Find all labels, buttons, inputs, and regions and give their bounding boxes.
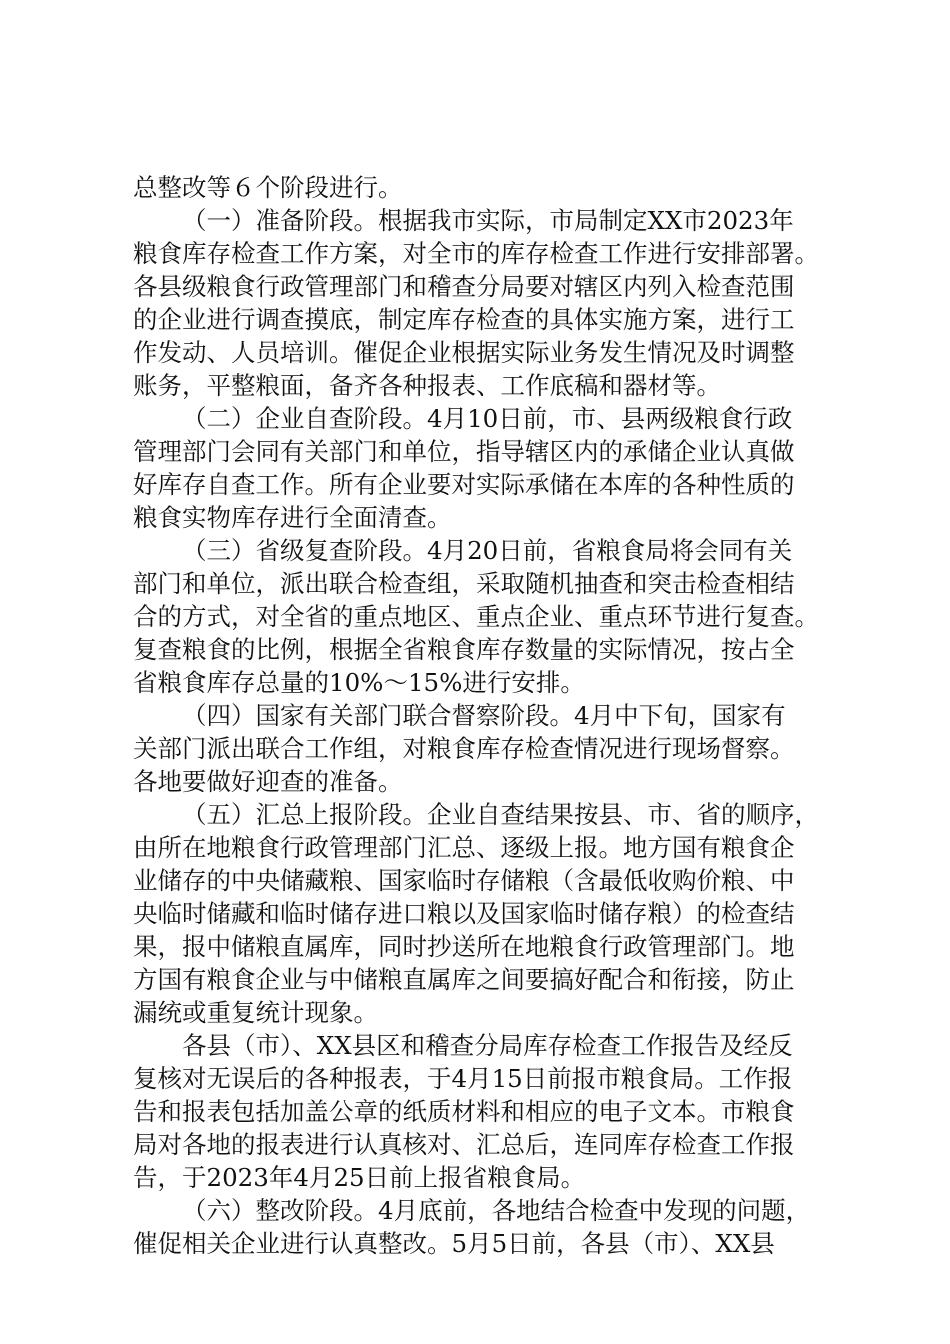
text-line-13: 部门和单位，派出联合检查组，采取随机抽查和突击检查相结 xyxy=(133,569,795,598)
text-line-26: 漏统或重复统计现象。 xyxy=(133,998,378,1027)
text-line-6: 作发动、人员培训。催促企业根据实际业务发生情况及时调整 xyxy=(133,338,795,367)
text-line-27: 各县（市）、XX县区和稽查分局库存检查工作报告及经反 xyxy=(182,1031,793,1060)
text-line-33: 催促相关企业进行认真整改。5月5日前，各县（市）、XX县 xyxy=(133,1229,775,1258)
text-line-18: 关部门派出联合工作组，对粮食库存检查情况进行现场督察。 xyxy=(133,734,795,763)
text-line-24: 果，报中储粮直属库，同时抄送所在地粮食行政管理部门。地 xyxy=(133,932,795,961)
text-line-25: 方国有粮食企业与中储粮直属库之间要搞好配合和衔接，防止 xyxy=(133,965,795,994)
text-line-16: 省粮食库存总量的10%～15%进行安排。 xyxy=(133,668,585,697)
text-line-30: 局对各地的报表进行认真核对、汇总后，连同库存检查工作报 xyxy=(133,1130,795,1159)
text-line-3: 粮食库存检查工作方案，对全市的库存检查工作进行安排部署。 xyxy=(133,239,819,268)
text-line-28: 复核对无误后的各种报表，于4月15日前报市粮食局。工作报 xyxy=(133,1064,793,1093)
text-line-21: 由所在地粮食行政管理部门汇总、逐级上报。地方国有粮食企 xyxy=(133,833,795,862)
text-line-4: 各县级粮食行政管理部门和稽查分局要对辖区内列入检查范围 xyxy=(133,272,795,301)
text-line-32: （六）整改阶段。4月底前，各地结合检查中发现的问题， xyxy=(182,1196,811,1225)
text-line-9: 管理部门会同有关部门和单位，指导辖区内的承储企业认真做 xyxy=(133,437,795,466)
text-line-19: 各地要做好迎查的准备。 xyxy=(133,767,403,796)
text-line-15: 复查粮食的比例，根据全省粮食库存数量的实际情况，按占全 xyxy=(133,635,795,664)
text-line-7: 账务，平整粮面，备齐各种报表、工作底稿和器材等。 xyxy=(133,371,721,400)
text-line-11: 粮食实物库存进行全面清查。 xyxy=(133,503,452,532)
text-line-31: 告，于2023年4月25日前上报省粮食局。 xyxy=(133,1163,586,1192)
text-line-12: （三）省级复查阶段。4月20日前，省粮食局将会同有关 xyxy=(182,536,793,565)
text-line-23: 央临时储藏和临时储存进口粮以及国家临时储存粮）的检查结 xyxy=(133,899,795,928)
text-line-29: 告和报表包括加盖公章的纸质材料和相应的电子文本。市粮食 xyxy=(133,1097,795,1126)
text-line-1: 总整改等６个阶段进行。 xyxy=(133,173,403,202)
text-line-10: 好库存自查工作。所有企业要对实际承储在本库的各种性质的 xyxy=(133,470,795,499)
text-line-20: （五）汇总上报阶段。企业自查结果按县、市、省的顺序， xyxy=(182,800,819,829)
text-line-8: （二）企业自查阶段。4月10日前，市、县两级粮食行政 xyxy=(182,404,793,433)
text-line-14: 合的方式，对全省的重点地区、重点企业、重点环节进行复查。 xyxy=(133,602,819,631)
text-line-2: （一）准备阶段。根据我市实际，市局制定XX市2023年 xyxy=(182,206,794,235)
text-line-17: （四）国家有关部门联合督察阶段。4月中下旬，国家有 xyxy=(182,701,786,730)
text-line-5: 的企业进行调查摸底，制定库存检查的具体实施方案，进行工 xyxy=(133,305,795,334)
text-line-22: 业储存的中央储藏粮、国家临时存储粮（含最低收购价粮、中 xyxy=(133,866,795,895)
